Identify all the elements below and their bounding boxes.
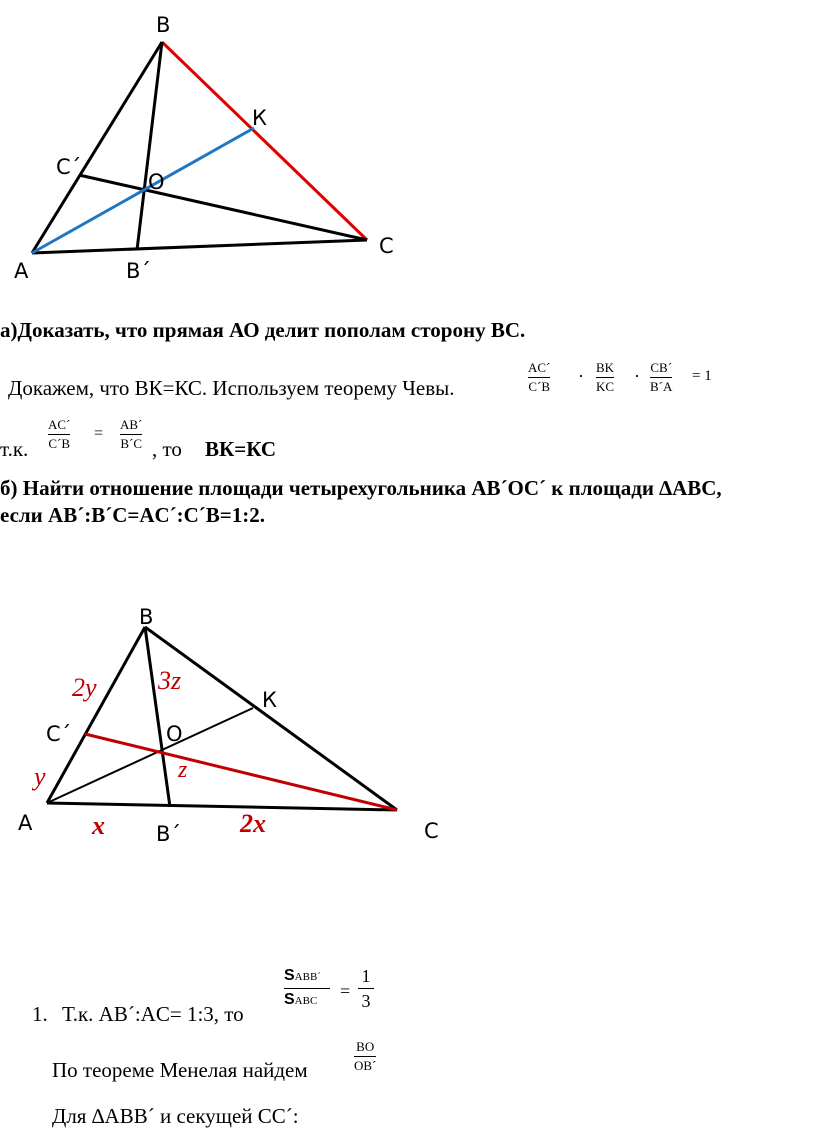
s-letter-den: S	[284, 991, 295, 1008]
one-third-den: 3	[361, 991, 371, 1011]
point-label-b1-2: B´	[156, 822, 181, 846]
point-label-c1: C´	[56, 155, 82, 179]
part-a-line1: Докажем, что ВК=КС. Используем теорему Чевы.	[8, 376, 455, 400]
ratio-1-den: C´B	[48, 436, 71, 451]
vertex-label-a-2: A	[18, 811, 33, 835]
ceva-fraction-2	[596, 361, 614, 394]
ratio-2-den: B´C	[120, 436, 143, 451]
secant-text: Для ∆ABB´ и секущей CC´:	[52, 1104, 299, 1128]
ob1-den: OB´	[354, 1058, 377, 1073]
point-label-k: К	[252, 106, 267, 130]
menelaus-text: По теореме Менелая найдем	[52, 1058, 308, 1082]
vertex-label-c: C	[379, 234, 394, 258]
step-1-text: Т.к. AB´:AC= 1:3, то	[62, 1002, 244, 1026]
ceva-f3-num: CB´	[650, 360, 673, 375]
cevian-bb1	[137, 42, 162, 250]
point-label-o-2: O	[166, 722, 183, 746]
area-ratio-equals: =	[340, 981, 351, 1001]
cevian-cc1	[79, 175, 367, 240]
side-ac	[32, 240, 367, 253]
ratio-fraction-1	[48, 418, 70, 451]
ceva-fraction-1	[528, 361, 550, 394]
area-ratio-fraction	[284, 966, 334, 1011]
cevian-ak	[32, 128, 254, 253]
ceva-f1-num: AC´	[528, 360, 551, 375]
ceva-dot-1: ·	[578, 366, 584, 386]
s-sub-num: ABB´	[294, 971, 321, 983]
part-b-heading-line1: б) Найти отношение площади четырехугольника AB´OC´ к площади ∆ABC,	[0, 476, 722, 500]
bo-ob1-fraction	[354, 1040, 376, 1073]
cevian-bb1-2	[145, 627, 170, 807]
var-3z: 3z	[158, 666, 182, 695]
ceva-dot-2: ·	[634, 366, 640, 386]
one-third-num: 1	[361, 966, 371, 986]
ceva-f2-num: BK	[596, 360, 615, 375]
vertex-label-b: B	[156, 13, 171, 37]
ratio-fraction-2	[120, 418, 142, 451]
vertex-label-a: A	[14, 259, 29, 283]
ceva-equals-one: = 1	[692, 368, 712, 384]
then-label: , то	[152, 437, 182, 461]
vertex-label-c-2: C	[424, 819, 439, 843]
var-y: y	[34, 762, 46, 791]
point-label-b1: B´	[126, 259, 151, 283]
point-label-k-2: К	[262, 688, 277, 712]
ceva-fraction-3	[650, 361, 672, 394]
part-a-heading: а)Доказать, что прямая АО делит пополам сторону ВС.	[0, 318, 526, 342]
var-z: z	[178, 757, 188, 783]
cevian-cc1-2	[85, 734, 397, 810]
bo-num: BO	[356, 1039, 375, 1054]
ceva-f3-den: B´A	[650, 379, 673, 394]
vertex-label-b-2: B	[139, 605, 154, 629]
cevian-ak-2	[47, 708, 253, 803]
ratio-2-num: AB´	[120, 417, 143, 432]
var-2y: 2y	[72, 673, 97, 702]
side-ab	[32, 42, 162, 253]
conclusion-bk-kc: ВК=КС	[205, 437, 277, 461]
point-label-o: O	[148, 170, 165, 194]
side-ac-2	[47, 803, 397, 810]
side-ab-2	[47, 627, 145, 803]
part-b-heading-line2: если AB´:B´C=AC´:C´B=1:2.	[0, 503, 266, 527]
tk-label: т.к.	[0, 437, 29, 461]
ceva-f2-den: KC	[596, 379, 615, 394]
side-bc	[162, 42, 367, 240]
ratio-equals: =	[94, 425, 104, 442]
point-label-c1-2: C´	[46, 722, 72, 746]
step-1-number: 1.	[32, 1002, 48, 1026]
one-third-fraction	[358, 966, 374, 1011]
s-letter-num: S	[284, 967, 295, 984]
var-x: x	[92, 811, 105, 840]
ceva-f1-den: C´B	[528, 379, 551, 394]
var-2x: 2x	[240, 809, 266, 838]
ratio-1-num: AC´	[48, 417, 71, 432]
s-sub-den: ABC	[294, 995, 318, 1007]
